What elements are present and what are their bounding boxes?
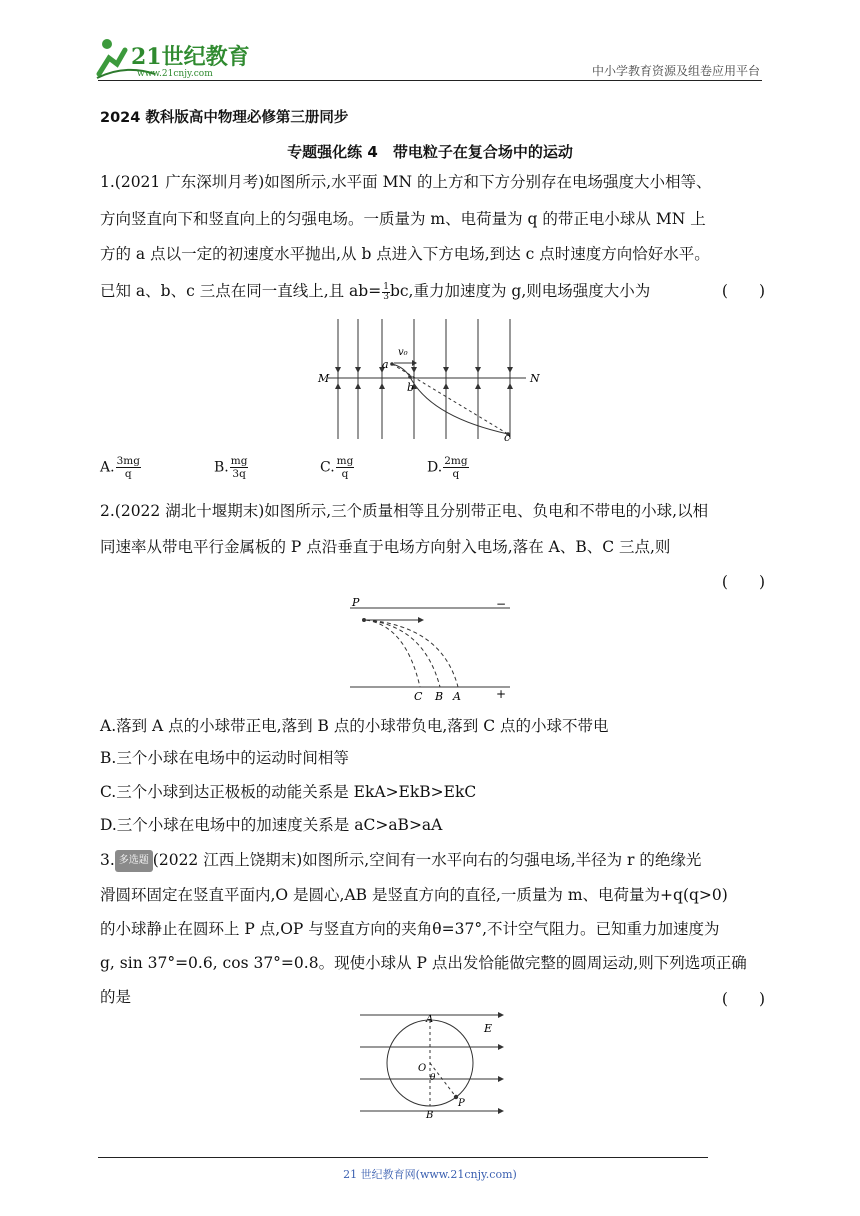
footer-divider [98,1157,708,1158]
q1-label-N: N [530,372,540,385]
q1-line-4-pre: 已知 a、b、c 三点在同一直线上,且 ab= [100,282,382,300]
q2-label-C: C [414,690,423,703]
q1-line-3: 方的 a 点以一定的初速度水平抛出,从 b 点进入下方电场,到达 c 点时速度方向恰好水平。 [100,245,710,263]
q1-fraction [382,283,390,302]
q2-label-P: P [352,596,360,609]
site-logo [95,34,265,80]
q3-line-2: 滑圆环固定在竖直平面内,O 是圆心,AB 是竖直方向的直径,一质量为 m、电荷量为+q(q>0) [100,886,728,904]
q1-option-d[interactable]: D. $\frac{2mg}{q}$ [427,455,468,480]
q3-line-1-text: (2022 江西上饶期末)如图所示,空间有一水平向右的匀强电场,半径为 r 的绝缘光 [152,851,702,869]
q1-label-v0: v₀ [398,347,408,358]
q1-label-c: c [504,431,511,443]
q2-label-B: B [435,690,444,703]
q2-option-d[interactable]: D.三个小球在电场中的加速度关系是 aC>aB>aA [100,816,443,834]
q2-label-plus: + [496,687,507,701]
logo-url: www.21cnjy.com [137,69,213,79]
q2-line-2: 同速率从带电平行金属板的 P 点沿垂直于电场方向射入电场,落在 A、B、C 三点,则 [100,538,671,556]
q3-number: 3. [100,851,115,869]
q3-label-B: B [426,1110,434,1121]
q2-label-minus: − [496,597,507,611]
q1-frac-den: 3 [383,291,389,302]
q2-figure [346,596,514,704]
q3-line-1 [100,850,765,872]
q2-option-a[interactable]: A.落到 A 点的小球带正电,落到 B 点的小球带负电,落到 C 点的小球不带电 [100,717,609,735]
q3-line-3: 的小球静止在圆环上 P 点,OP 与竖直方向的夹角θ=37°,不计空气阻力。已知重力加速度为 [100,920,720,938]
q1-line-4-post: bc,重力加速度为 g,则电场强度大小为 [389,282,651,300]
header-divider [98,80,762,81]
q1-label-M: M [318,372,330,385]
q1-option-b[interactable]: B. $\frac{mg}{3q}$ [214,455,248,480]
q3-label-E: E [484,1022,493,1035]
q1-line-2: 方向竖直向下和竖直向上的匀强电场。一质量为 m、电荷量为 q 的带正电小球从 MN 上 [100,210,706,228]
q1-figure [316,317,548,443]
q2-line-1: 2.(2022 湖北十堰期末)如图所示,三个质量相等且分别带正电、负电和不带电的小球,以相 [100,502,709,520]
q1-frac-num: 1 [383,281,389,292]
q2-label-A: A [453,690,461,703]
q3-line-5: 的是 [100,988,132,1006]
q1-option-c[interactable]: C. $\frac{mg}{q}$ [320,455,354,480]
q3-figure [356,1010,512,1126]
q1-option-a[interactable]: A. $\frac{3mg}{q}$ [100,455,140,480]
q2-option-c[interactable]: C.三个小球到达正极板的动能关系是 EkA>EkB>EkC [100,783,477,801]
q2-option-b[interactable]: B.三个小球在电场中的运动时间相等 [100,749,349,767]
q1-line-1: 1.(2021 广东深圳月考)如图所示,水平面 MN 的上方和下方分别存在电场强度大小相等、 [100,173,712,191]
series-title: 2024 教科版高中物理必修第三册同步 [100,110,349,126]
q1-options [100,455,600,489]
page-title: 专题强化练 4 带电粒子在复合场中的运动 [287,143,573,161]
q3-label-theta: θ [430,1073,436,1083]
q2-paren: ( ) [721,573,765,591]
logo-text: 21世纪教育 [131,44,250,70]
q1-label-b: b [407,381,415,394]
q3-paren: ( ) [721,990,765,1008]
q1-label-a: a [382,358,389,371]
q3-label-P: P [458,1098,465,1109]
multi-select-badge: 多选题 [115,850,153,872]
q1-paren: ( ) [721,282,765,300]
q3-label-A: A [426,1014,434,1025]
footer-text[interactable]: 21 世纪教育网(www.21cnjy.com) [343,1168,517,1181]
q3-label-O: O [418,1063,427,1074]
q3-line-4: g, sin 37°=0.6, cos 37°=0.8。现使小球从 P 点出发恰能做完整的圆周运动,则下列选项正确 [100,954,747,972]
q1-line-4 [100,281,765,302]
platform-label: 中小学教育资源及组卷应用平台 [591,64,760,78]
